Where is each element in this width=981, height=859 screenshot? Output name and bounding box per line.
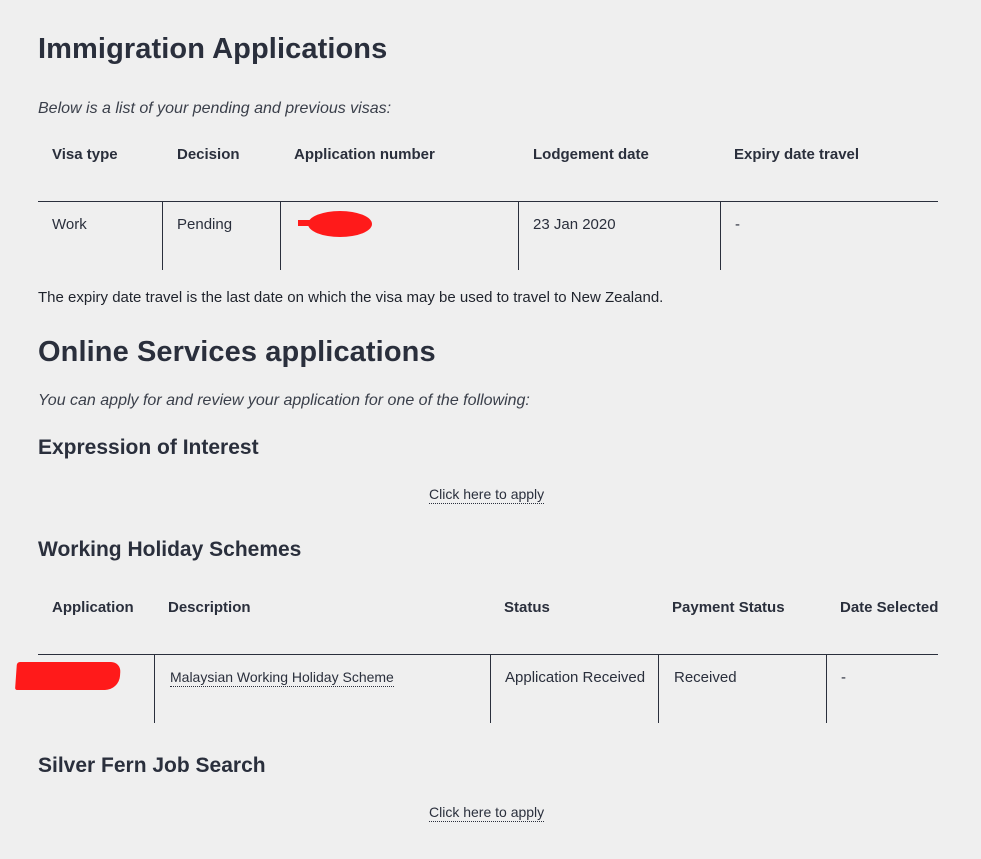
cell-expiry-date-travel: - [735, 216, 740, 233]
col-header-status: Status [504, 599, 550, 616]
cell-status: Application Received [505, 669, 646, 686]
col-header-decision: Decision [177, 146, 240, 163]
col-header-date-selected: Date Selected [840, 599, 939, 616]
immigration-applications-title: Immigration Applications [38, 33, 388, 65]
cell-visa-type: Work [52, 216, 87, 233]
whs-table-header-divider [38, 654, 938, 655]
redacted-application [15, 662, 121, 690]
visa-table-col-divider [720, 201, 721, 270]
working-holiday-schemes-heading: Working Holiday Schemes [38, 538, 302, 561]
col-header-visa-type: Visa type [52, 146, 118, 163]
cell-lodgement-date: 23 Jan 2020 [533, 216, 616, 233]
redacted-application-number [298, 211, 372, 237]
expiry-date-note: The expiry date travel is the last date on which the visa may be used to travel to New Zealand. [38, 289, 664, 306]
col-header-application: Application [52, 599, 134, 616]
immigration-intro-text: Below is a list of your pending and previous visas: [38, 100, 392, 117]
cell-decision: Pending [177, 216, 233, 233]
visa-table-col-divider [162, 201, 163, 270]
visa-table-header-divider [38, 201, 938, 202]
whs-table-col-divider [490, 654, 491, 723]
col-header-expiry-date-travel: Expiry date travel [734, 146, 860, 163]
visa-table-col-divider [518, 201, 519, 270]
col-header-lodgement-date: Lodgement date [533, 146, 649, 163]
visa-table-col-divider [280, 201, 281, 270]
col-header-description: Description [168, 599, 251, 616]
cell-payment-status: Received [674, 669, 737, 686]
col-header-payment-status: Payment Status [672, 599, 785, 616]
col-header-application-number: Application number [294, 146, 435, 163]
online-services-intro-text: You can apply for and review your application for one of the following: [38, 392, 530, 409]
whs-description-link[interactable]: Malaysian Working Holiday Scheme [170, 669, 394, 685]
cell-date-selected: - [841, 669, 846, 686]
whs-table-col-divider [826, 654, 827, 723]
whs-table-col-divider [154, 654, 155, 723]
silver-fern-apply-link[interactable]: Click here to apply [429, 804, 545, 820]
eoi-apply-link[interactable]: Click here to apply [429, 486, 545, 502]
whs-table-col-divider [658, 654, 659, 723]
expression-of-interest-heading: Expression of Interest [38, 436, 259, 459]
silver-fern-job-search-heading: Silver Fern Job Search [38, 754, 266, 777]
online-services-title: Online Services applications [38, 336, 436, 368]
